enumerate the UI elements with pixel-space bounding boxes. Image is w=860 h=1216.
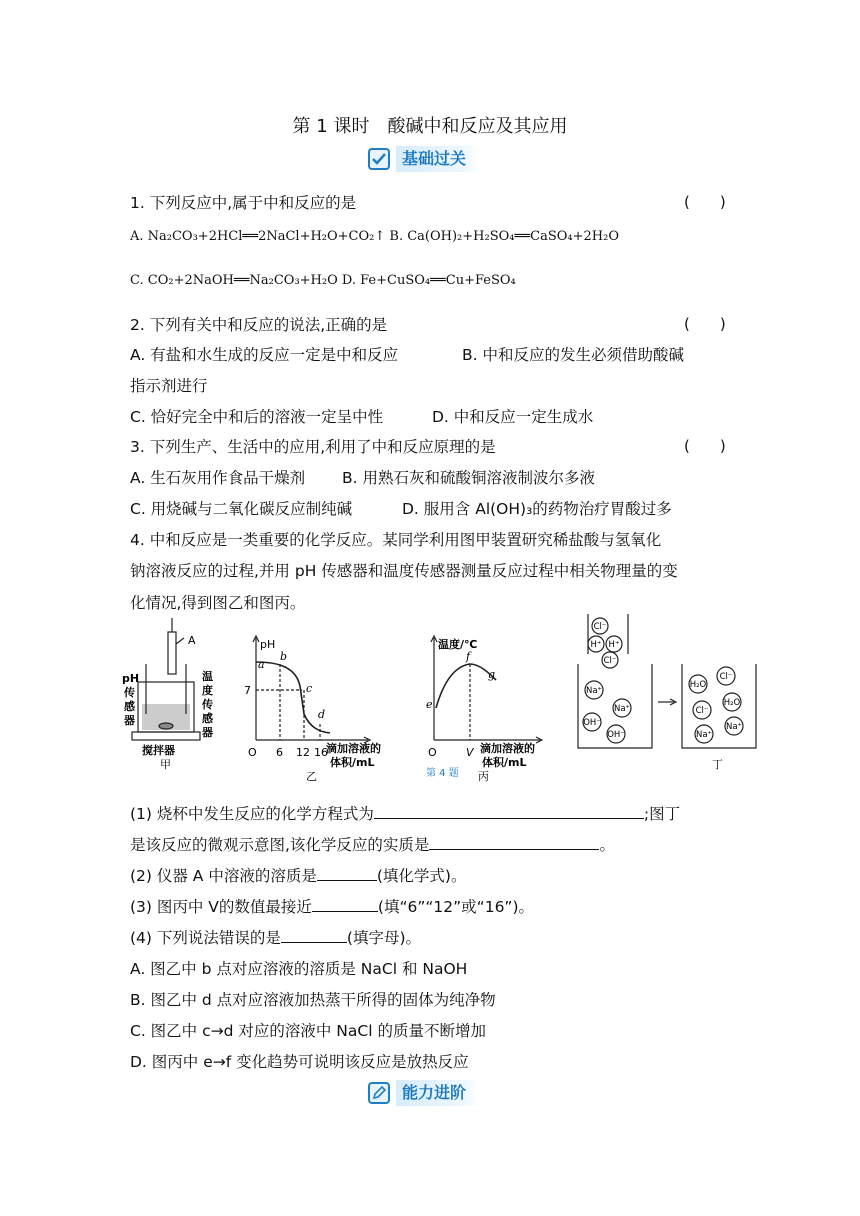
ion-label: Cl⁻	[719, 672, 733, 682]
x-axis-label: 体积/mL	[482, 756, 527, 769]
question-3: 3. 下列生产、生活中的应用,利用了中和反应原理的是	[130, 438, 496, 456]
point-label: f	[466, 650, 471, 663]
q2-option-d: D. 中和反应一定生成水	[432, 408, 594, 426]
tick-label: 12	[296, 746, 310, 759]
q3-option-b: B. 用熟石灰和硫酸铜溶液制波尔多液	[342, 469, 595, 487]
q4-sub4-text: (填字母)。	[346, 929, 421, 947]
burette	[168, 632, 176, 674]
ph-sensor-label: 器	[124, 714, 135, 727]
stirrer-label: 搅拌器	[142, 744, 175, 757]
tick-label: 16	[314, 746, 328, 759]
answer-blank[interactable]	[281, 926, 347, 943]
point-label: e	[426, 698, 433, 711]
q4-sub4-text: (4) 下列说法错误的是	[130, 929, 281, 947]
q4-sub4	[130, 926, 421, 948]
question-1: 1. 下列反应中,属于中和反应的是	[130, 194, 357, 212]
ion-label: Na⁺	[725, 722, 743, 732]
section-banner-advanced	[368, 1080, 488, 1108]
temp-sensor-label: 感	[202, 712, 213, 725]
x-axis-label: 滴加溶液的	[480, 742, 535, 755]
section-banner-basic	[368, 146, 488, 174]
tick-label: 6	[276, 746, 283, 759]
q4-sub1-line1	[130, 802, 680, 824]
x-axis-label: 滴加溶液的	[326, 742, 381, 755]
tick-label: 7	[244, 684, 251, 697]
answer-blank[interactable]	[374, 802, 644, 819]
temp-sensor-label: 温	[202, 670, 213, 683]
q4-sub1-text: ;图丁	[643, 805, 681, 823]
ion-label: Cl⁻	[593, 622, 607, 632]
ion-label: Na⁺	[585, 686, 603, 696]
point-label: c	[306, 682, 313, 695]
q2-option-c: C. 恰好完全中和后的溶液一定呈中性	[130, 408, 384, 426]
q2-option-b: B. 中和反应的发生必须借助酸碱	[462, 346, 684, 364]
ion-label: H⁺	[608, 640, 620, 650]
temp-sensor-label: 度	[202, 684, 213, 697]
question-4-line2: 钠溶液反应的过程,并用 pH 传感器和温度传感器测量反应过程中相关物理量的变	[130, 562, 678, 580]
stirrer-base	[132, 732, 200, 740]
ph-sensor-label: pH	[122, 672, 140, 685]
ion-label: Cl⁻	[695, 706, 709, 716]
ion-label: H₂O	[723, 698, 741, 708]
figure-q4	[120, 614, 770, 784]
question-2: 2. 下列有关中和反应的说法,正确的是	[130, 316, 388, 334]
x-axis-label: 体积/mL	[330, 756, 375, 769]
answer-paren: ( )	[684, 437, 726, 455]
q4-sub2-text: (填化学式)。	[376, 867, 467, 885]
ion-label: OH⁻	[607, 730, 625, 740]
ph-sensor-label: 感	[124, 700, 135, 713]
v-label: V	[466, 746, 474, 759]
y-axis-label: pH	[260, 638, 276, 651]
point-label: d	[318, 708, 326, 721]
q4-option-b: B. 图乙中 d 点对应溶液加热蒸干所得的固体为纯净物	[130, 991, 496, 1009]
answer-paren: ( )	[684, 315, 726, 333]
section-title: 能力进阶	[396, 1080, 480, 1106]
answer-paren: ( )	[684, 193, 726, 211]
q4-sub2-text: (2) 仪器 A 中溶液的溶质是	[130, 867, 317, 885]
q4-sub1-text: 。	[599, 836, 615, 854]
q4-option-c: C. 图乙中 c→d 对应的溶液中 NaCl 的质量不断增加	[130, 1022, 486, 1040]
point-label: a	[258, 658, 265, 671]
y-axis-label: 温度/℃	[438, 638, 478, 651]
pencil-icon	[368, 1082, 390, 1104]
q1-option-cd: C. CO₂+2NaOH══Na₂CO₃+H₂O D. Fe+CuSO₄══Cu+FeSO₄	[130, 273, 516, 288]
origin-label: O	[248, 746, 257, 759]
question-4-line1: 4. 中和反应是一类重要的化学反应。某同学利用图甲装置研究稀盐酸与氢氧化	[130, 531, 662, 549]
q3-option-c: C. 用烧碱与二氧化碳反应制纯碱	[130, 500, 353, 518]
temp-sensor-label: 传	[202, 698, 213, 711]
q3-option-d: D. 服用含 Al(OH)₃的药物治疗胃酸过多	[402, 500, 672, 518]
q4-sub3-text: (填“6”“12”或“16”)。	[377, 898, 535, 916]
check-icon	[368, 148, 390, 170]
q4-sub1-text: 是该反应的微观示意图,该化学反应的实质是	[130, 836, 430, 854]
ion-label: OH⁻	[583, 718, 601, 728]
stir-bar	[159, 723, 173, 729]
page-title: 第 1 课时 酸碱中和反应及其应用	[292, 116, 568, 137]
ph-sensor-label: 传	[124, 686, 135, 699]
ion-label: Na⁺	[695, 730, 713, 740]
point-label: b	[280, 650, 288, 663]
q4-sub2	[130, 864, 466, 886]
answer-blank[interactable]	[429, 833, 599, 850]
q4-sub3-text: (3) 图丙中 V的数值最接近	[130, 898, 312, 916]
graph-bing	[431, 636, 542, 743]
q2-option-b-cont: 指示剂进行	[130, 377, 208, 395]
question-4-line3: 化情况,得到图乙和图丙。	[130, 594, 306, 612]
fig-name-bing: 丙	[478, 770, 489, 783]
q3-option-a: A. 生石灰用作食品干燥剂	[130, 469, 306, 487]
temp-sensor-label: 器	[202, 726, 213, 739]
origin-label: O	[428, 746, 437, 759]
fig-name-ding: 丁	[712, 758, 723, 771]
fig-name-yi: 乙	[306, 770, 317, 783]
q4-sub1-line2	[130, 833, 615, 855]
fig-name-jia: 甲	[160, 758, 171, 771]
q4-sub1-text: (1) 烧杯中发生反应的化学方程式为	[130, 805, 374, 823]
answer-blank[interactable]	[317, 864, 377, 881]
point-label: g	[488, 668, 496, 681]
figure-caption: 第 4 题	[426, 768, 459, 779]
section-title: 基础过关	[396, 146, 480, 172]
ph-curve	[256, 662, 330, 733]
ion-label: H₂O	[689, 680, 707, 690]
q1-option-ab: A. Na₂CO₃+2HCl══2NaCl+H₂O+CO₂↑ B. Ca(OH)₂+H₂SO₄══CaSO₄+2H₂O	[130, 229, 619, 244]
ion-label: Cl⁻	[603, 656, 617, 666]
q4-option-d: D. 图丙中 e→f 变化趋势可说明该反应是放热反应	[130, 1053, 469, 1071]
ion-label: Na⁺	[613, 704, 631, 714]
q2-option-a: A. 有盐和水生成的反应一定是中和反应	[130, 346, 399, 364]
ion-label: H⁺	[590, 640, 602, 650]
q4-sub3	[130, 895, 534, 917]
q4-option-a: A. 图乙中 b 点对应溶液的溶质是 NaCl 和 NaOH	[130, 960, 468, 978]
temp-curve	[436, 664, 496, 708]
answer-blank[interactable]	[312, 895, 378, 912]
label-a: A	[188, 634, 196, 647]
